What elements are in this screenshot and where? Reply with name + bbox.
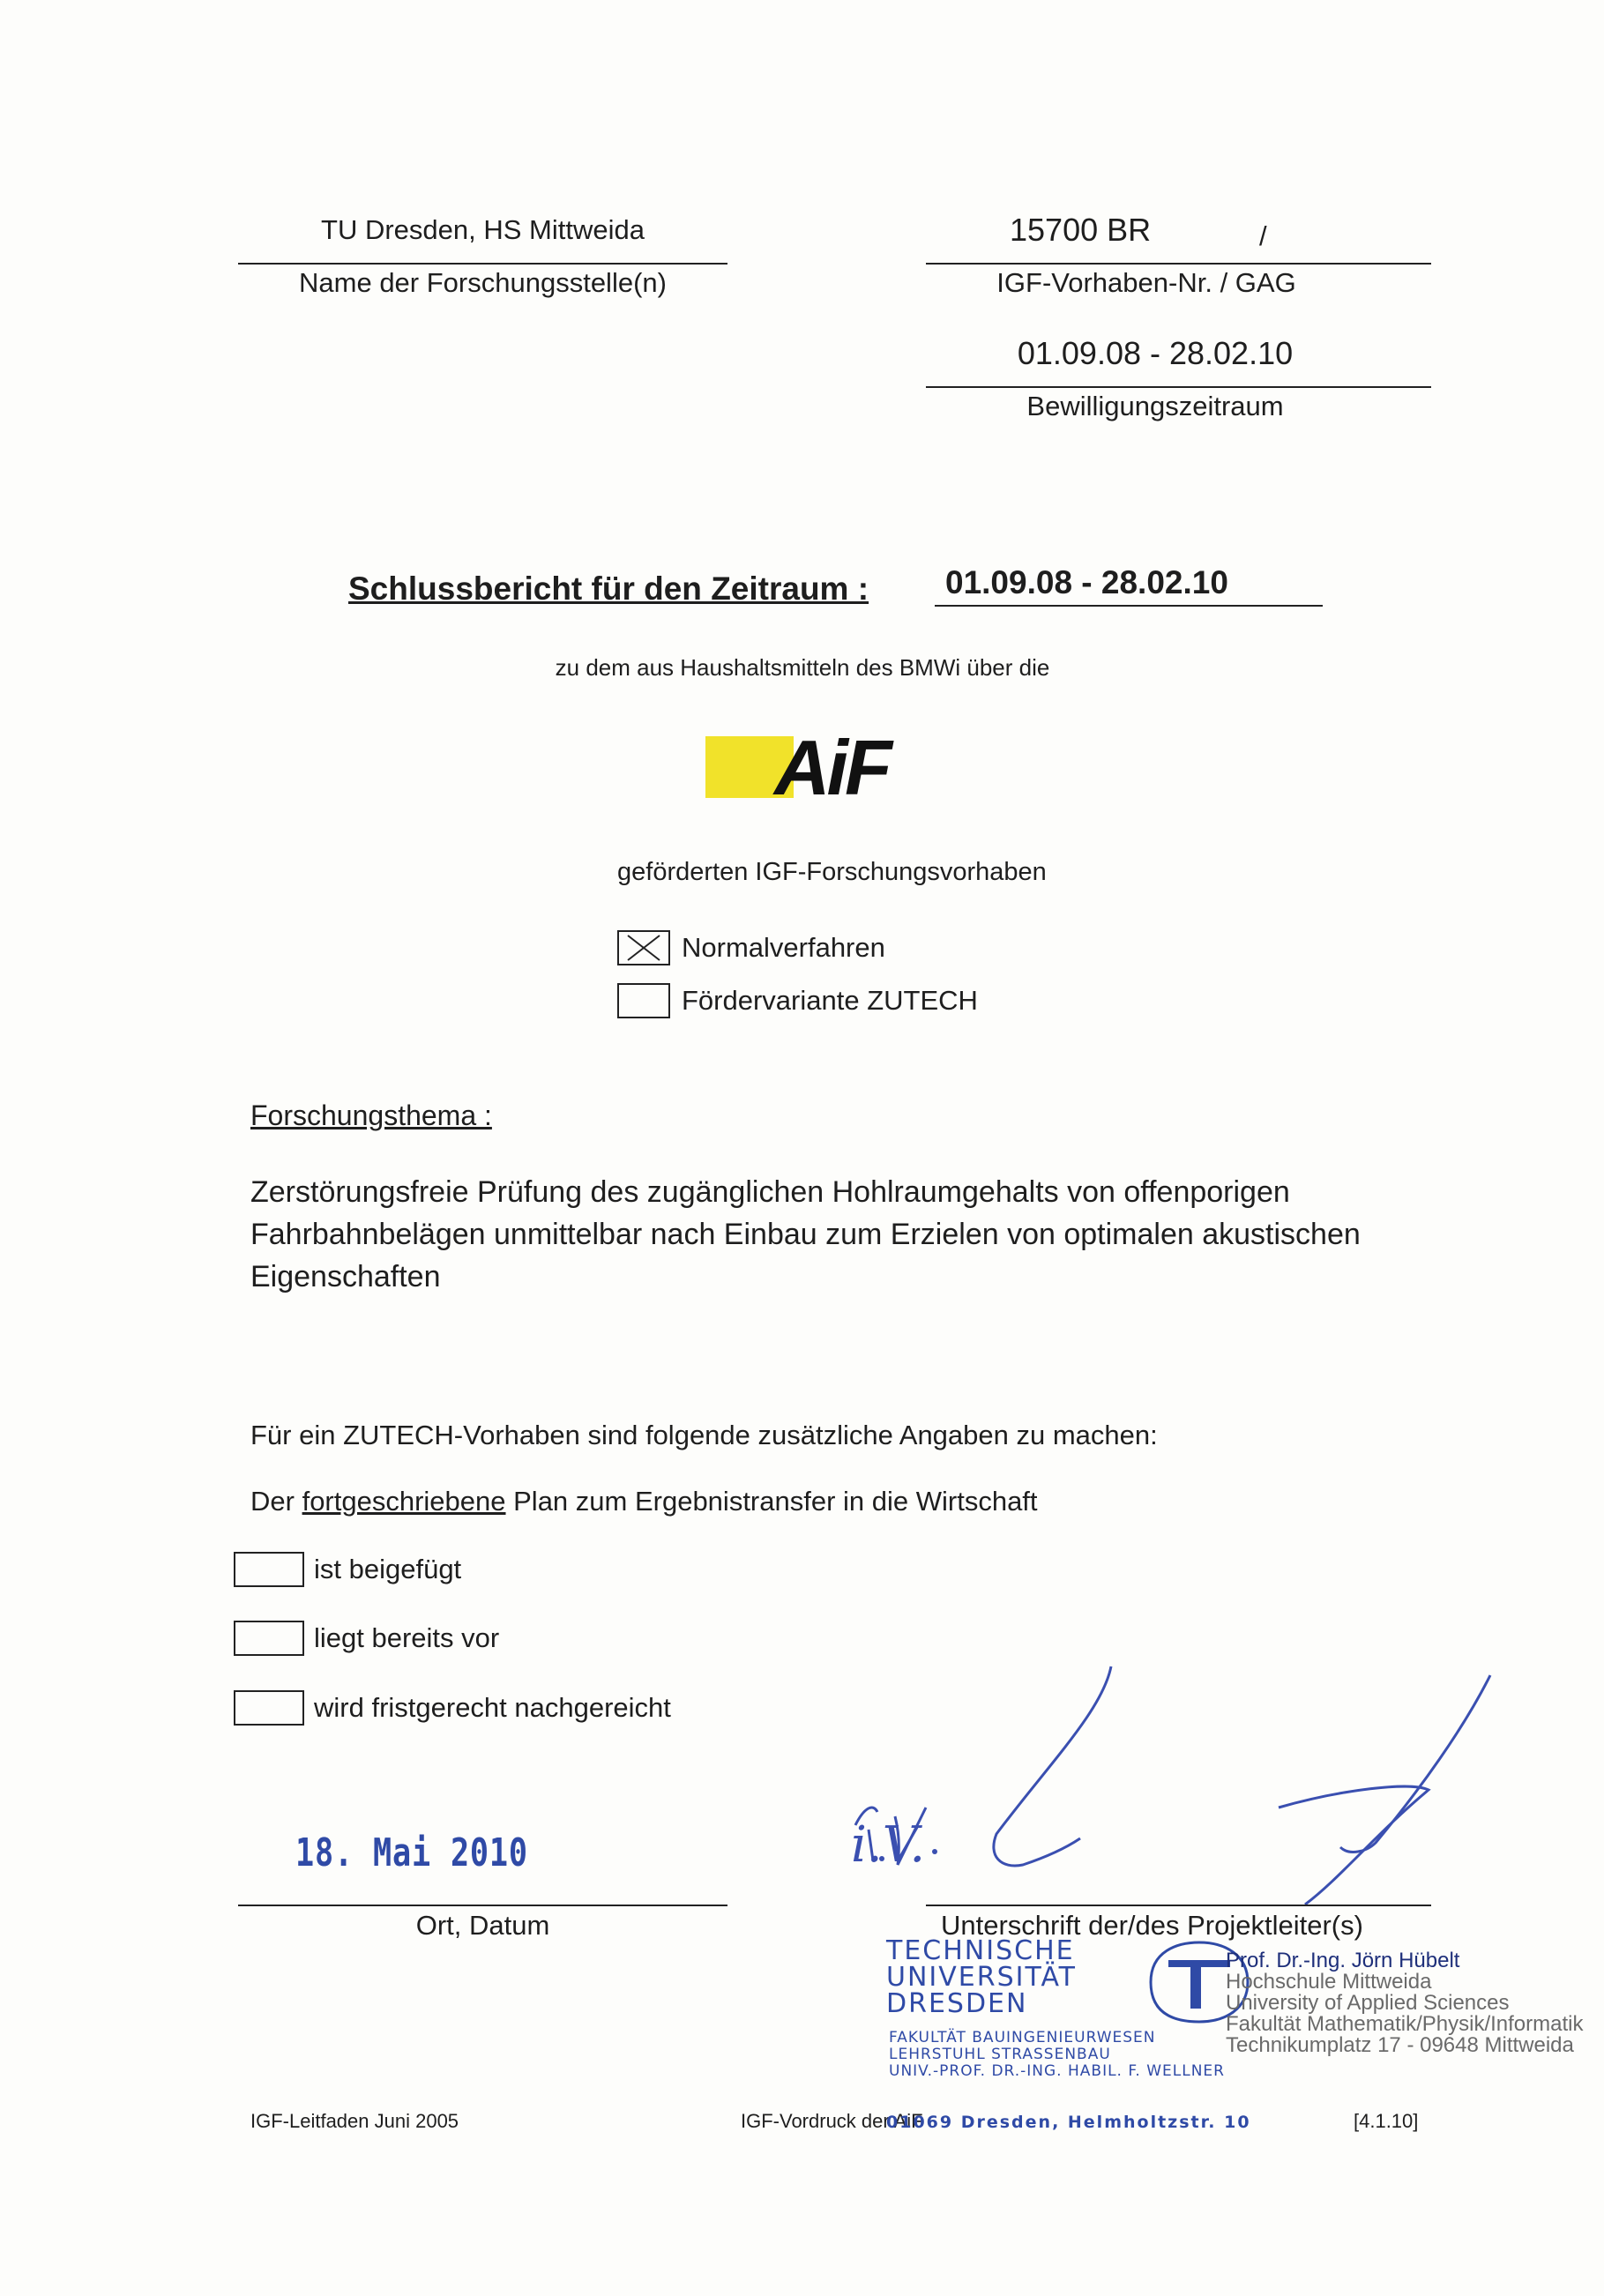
ort-datum-label: Ort, Datum: [415, 1910, 550, 1941]
plan-prefix: Der: [250, 1486, 302, 1517]
hs-mittweida-stamp: [1226, 1950, 1583, 2056]
checkbox-beigefuegt[interactable]: [234, 1552, 304, 1587]
tu-stamp-small-line: FAKULTÄT BAUINGENIEURWESEN: [889, 2029, 1156, 2046]
forschungsstelle-label: Name der Forschungsstelle(n): [299, 267, 667, 298]
vorhaben-nr-label: IGF-Vorhaben-Nr. / GAG: [996, 267, 1296, 298]
tu-stamp-small-line: UNIV.-PROF. DR.-ING. HABIL. F. WELLNER: [889, 2062, 1225, 2080]
divider: [935, 605, 1323, 607]
tu-stamp-line: UNIVERSITÄT: [886, 1962, 1077, 1993]
checked-x-icon: [619, 932, 668, 964]
report-title: Schlussbericht für den Zeitraum :: [348, 570, 869, 607]
signature-drawing: [847, 1658, 1517, 1922]
funded-project-text: geförderten IGF-Forschungsvorhaben: [617, 858, 1047, 886]
topic-heading: Forschungsthema :: [250, 1100, 492, 1131]
topic-line: Zerstörungsfreie Prüfung des zugänglichen Hohlraumgehalts von offenporigen: [250, 1175, 1290, 1209]
topic-line: Eigenschaften: [250, 1260, 441, 1293]
zutech-plan-text: [250, 1486, 1038, 1517]
hs-stamp-line: Prof. Dr.-Ing. Jörn Hübelt: [1226, 1949, 1460, 1972]
option-zutech-label: Fördervariante ZUTECH: [682, 985, 978, 1016]
report-period: 01.09.08 - 28.02.10: [945, 564, 1228, 600]
divider: [926, 1905, 1431, 1906]
bewilligungszeitraum-value: 01.09.08 - 28.02.10: [1017, 335, 1294, 371]
footer-left: IGF-Leitfaden Juni 2005: [250, 2110, 459, 2132]
hs-stamp-line: Technikumplatz 17 - 09648 Mittweida: [1226, 2033, 1574, 2057]
divider: [926, 263, 1431, 265]
tu-stamp-line: TECHNISCHE: [886, 1935, 1075, 1966]
topic-line: Fahrbahnbelägen unmittelbar nach Einbau zum Erzielen von optimalen akustischen: [250, 1218, 1361, 1251]
footer-right: [4.1.10]: [1354, 2110, 1419, 2132]
vorhaben-nr-value: 15700 BR: [1010, 212, 1152, 248]
zutech-intro: Für ein ZUTECH-Vorhaben sind folgende zusätzliche Angaben zu machen:: [250, 1420, 1158, 1450]
divider: [926, 386, 1431, 388]
divider: [238, 1905, 727, 1906]
topic-text: [250, 1171, 1529, 1298]
tu-stamp-line: DRESDEN: [886, 1988, 1028, 2019]
tu-stamp-address: 01069 Dresden, Helmholtzstr. 10: [886, 2113, 1251, 2132]
bewilligungszeitraum-label: Bewilligungszeitraum: [1026, 391, 1284, 421]
plan-suffix: Plan zum Ergebnistransfer in die Wirtschaft: [505, 1486, 1038, 1517]
option-normalverfahren-label: Normalverfahren: [682, 932, 885, 963]
checkbox-zutech[interactable]: [617, 983, 670, 1018]
checkbox-bereits-vor[interactable]: [234, 1621, 304, 1656]
aif-logo: AiF: [774, 724, 889, 811]
tu-dresden-stamp-details: [889, 2030, 1225, 2080]
unterschrift-label: Unterschrift der/des Projektleiter(s): [941, 1910, 1363, 1941]
divider: [238, 263, 727, 265]
option-beigefuegt-label: ist beigefügt: [314, 1554, 462, 1584]
iv-prefix: i.V.: [851, 1816, 926, 1874]
hs-stamp-line: Hochschule Mittweida: [1226, 1970, 1432, 1994]
footer-middle: IGF-Vordruck der AiF: [741, 2110, 923, 2132]
hs-stamp-line: University of Applied Sciences: [1226, 1991, 1510, 2015]
checkbox-nachgereicht[interactable]: [234, 1690, 304, 1726]
vorhaben-nr-slash: /: [1259, 220, 1267, 251]
plan-underlined: fortgeschriebene: [302, 1486, 506, 1517]
checkbox-normalverfahren[interactable]: [617, 930, 670, 965]
hs-stamp-line: Fakultät Mathematik/Physik/Informatik: [1226, 2012, 1584, 2036]
date-stamp: 18. Mai 2010: [295, 1830, 528, 1875]
tu-stamp-small-line: LEHRSTUHL STRASSENBAU: [889, 2046, 1111, 2063]
forschungsstelle-value: TU Dresden, HS Mittweida: [321, 214, 645, 245]
report-subtitle: zu dem aus Haushaltsmitteln des BMWi über die: [555, 654, 1050, 681]
option-nachgereicht-label: wird fristgerecht nachgereicht: [314, 1692, 671, 1723]
option-bereits-vor-label: liegt bereits vor: [314, 1622, 500, 1653]
tu-dresden-stamp: [886, 1935, 1077, 2019]
